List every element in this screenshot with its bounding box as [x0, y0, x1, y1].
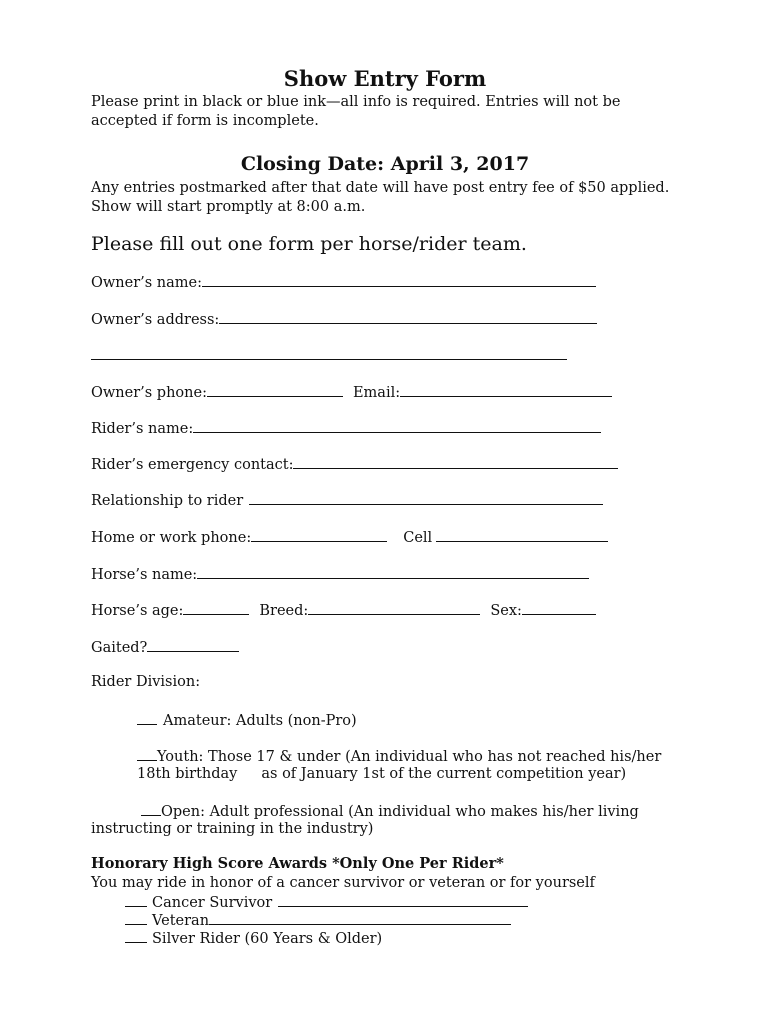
- owner-address-field-2[interactable]: [91, 345, 567, 360]
- silver-row: [125, 928, 382, 948]
- horse-name-row: [91, 564, 589, 584]
- youth-label-1: Youth: Those 17 & under (An individual who has not reached his/her: [157, 749, 662, 765]
- gaited-field[interactable]: [147, 637, 239, 652]
- open-label-1: Open: Adult professional (An individual who makes his/her living: [161, 804, 639, 820]
- youth-row: [137, 746, 661, 766]
- owner-phone-label: Owner’s phone:: [91, 385, 207, 401]
- late-fee-line-1: Any entries postmarked after that date will have post entry fee of $50 applied.: [91, 180, 670, 196]
- rider-name-field[interactable]: [193, 418, 601, 433]
- owner-name-field[interactable]: [202, 272, 596, 287]
- owner-address-label: Owner’s address:: [91, 312, 220, 328]
- veteran-checkbox[interactable]: [125, 910, 147, 925]
- rider-division-label: Rider Division:: [91, 674, 201, 690]
- amateur-label: Amateur: Adults (non-Pro): [163, 713, 357, 729]
- sex-field[interactable]: [522, 600, 596, 615]
- owner-address-row-2: [91, 345, 567, 365]
- veteran-row: [125, 910, 511, 930]
- breed-field[interactable]: [308, 600, 480, 615]
- youth-row-2: [137, 765, 626, 783]
- late-fee-line-2: Show will start promptly at 8:00 a.m.: [91, 199, 366, 215]
- veteran-label: Veteran: [152, 913, 210, 929]
- veteran-field[interactable]: [209, 910, 511, 925]
- amateur-row: [137, 710, 357, 730]
- owner-name-label: Owner’s name:: [91, 275, 203, 291]
- form-title: Show Entry Form: [283, 66, 487, 91]
- emergency-contact-field[interactable]: [293, 454, 618, 469]
- emergency-contact-label: Rider’s emergency contact:: [91, 457, 294, 473]
- cancer-field[interactable]: [278, 892, 528, 907]
- cancer-label: Cancer Survivor: [152, 895, 273, 911]
- youth-label-2b: as of January 1st of the current competition year): [261, 766, 627, 782]
- home-phone-row: [91, 527, 608, 547]
- honorary-subtext: You may ride in honor of a cancer survivor or veteran or for yourself: [91, 875, 595, 891]
- horse-details-row: [91, 600, 596, 620]
- honorary-heading: Honorary High Score Awards *Only One Per Rider*: [91, 855, 504, 872]
- intro-line-1: Please print in black or blue ink—all info is required. Entries will not be: [91, 94, 621, 110]
- email-label: Email:: [352, 385, 401, 401]
- horse-age-label: Horse’s age:: [91, 603, 184, 619]
- silver-checkbox[interactable]: [125, 928, 147, 943]
- cancer-row: [125, 892, 528, 912]
- open-row: [141, 801, 639, 821]
- silver-label: Silver Rider (60 Years & Older): [152, 931, 383, 947]
- owner-address-row: [91, 309, 597, 329]
- horse-name-label: Horse’s name:: [91, 567, 198, 583]
- gaited-label: Gaited?: [91, 640, 148, 656]
- closing-date: Closing Date: April 3, 2017: [240, 153, 530, 175]
- intro-line-2: accepted if form is incomplete.: [91, 113, 319, 129]
- cell-field[interactable]: [436, 527, 608, 542]
- cancer-checkbox[interactable]: [125, 892, 147, 907]
- owner-phone-field[interactable]: [207, 382, 343, 397]
- youth-label-2a: 18th birthday: [137, 766, 238, 782]
- email-field[interactable]: [400, 382, 612, 397]
- amateur-checkbox[interactable]: [137, 710, 157, 725]
- sex-label: Sex:: [490, 603, 522, 619]
- breed-label: Breed:: [259, 603, 309, 619]
- owner-address-field[interactable]: [219, 309, 597, 324]
- relationship-label: Relationship to rider: [91, 493, 244, 509]
- rider-name-row: [91, 418, 601, 438]
- relationship-field[interactable]: [249, 490, 603, 505]
- cell-label: Cell: [403, 530, 433, 546]
- emergency-contact-row: [91, 454, 618, 474]
- owner-phone-row: [91, 382, 612, 402]
- open-label-2: instructing or training in the industry): [91, 821, 374, 837]
- home-phone-label: Home or work phone:: [91, 530, 252, 546]
- home-phone-field[interactable]: [251, 527, 387, 542]
- relationship-row: [91, 490, 603, 510]
- gaited-row: [91, 637, 239, 657]
- horse-name-field[interactable]: [197, 564, 589, 579]
- horse-age-field[interactable]: [183, 600, 249, 615]
- youth-checkbox[interactable]: [137, 746, 157, 761]
- one-form-note: Please fill out one form per horse/rider team.: [91, 233, 527, 255]
- owner-name-row: [91, 272, 596, 292]
- rider-name-label: Rider’s name:: [91, 421, 194, 437]
- open-checkbox[interactable]: [141, 801, 161, 816]
